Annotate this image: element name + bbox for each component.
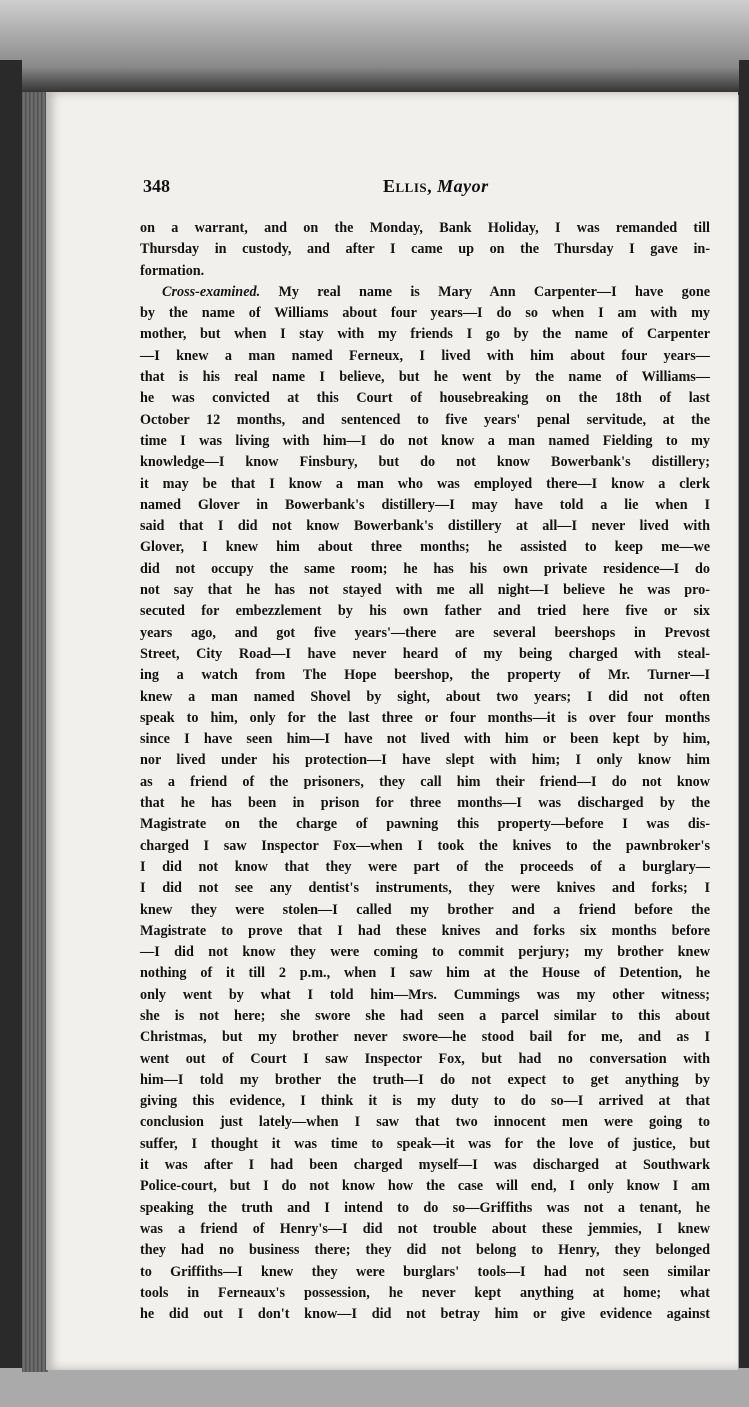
paragraph-1 [140, 218, 740, 282]
text-line: not say that he has not stayed with me all night—I believe he was pro- [140, 582, 710, 599]
text-line: Police-court, but I do not know how the case will end, I only know I am [140, 1178, 710, 1195]
text-line: it may be that I know a man who was employed there—I know a clerk [140, 475, 710, 492]
text-line: knowledge—I know Finsbury, but do not know Bowerbank's distillery; [140, 454, 710, 471]
text-line: Christmas, but my brother never swore—he stood bail for me, and as I [140, 1029, 710, 1046]
text-line: —I knew a man named Ferneux, I lived with him about four years— [140, 347, 710, 364]
text-line: to Griffiths—I knew they were burglars' tools—I had not seen similar [140, 1263, 710, 1280]
text-line: as a friend of the prisoners, they call him their friend—I do not know [140, 773, 710, 790]
scan-top-shadow [0, 0, 749, 95]
text-line: nor lived under his protection—I have slept with him; I only know him [140, 752, 710, 769]
scan-left-border [0, 60, 22, 1407]
text-line: it was after I had been charged myself—I was discharged at Southwark [140, 1157, 710, 1174]
text-line: she is not here; she swore she had seen a parcel similar to this about [140, 1007, 710, 1024]
text-line: that he has been in prison for three months—I was discharged by the [140, 795, 710, 812]
text-line: Thursday in custody, and after I came up on the Thursday I gave in- [140, 241, 710, 258]
text-line: I did not see any dentist's instruments, they were knives and forks; I [140, 880, 710, 897]
text-line: time I was living with him—I do not know a man named Fielding to my [140, 432, 710, 449]
text-run: My real name is Mary Ann Carpenter—I have gone [278, 283, 711, 300]
text-line: he was convicted at this Court of housebreaking on the 18th of last [140, 390, 710, 407]
text-line: charged I saw Inspector Fox—when I took the knives to the pawnbroker's [140, 837, 710, 854]
text-line: mother, but when I stay with my friends I go by the name of Carpenter [140, 326, 710, 343]
text-line: they had no business there; they did not belong to Henry, they belonged [140, 1242, 710, 1259]
running-head-title: Mayor [437, 176, 489, 196]
text-line: Magistrate to prove that I had these knives and forks six months before [140, 922, 710, 939]
running-head [383, 176, 489, 197]
text-line: speaking the truth and I intend to do so—Griffiths was not a tenant, he [140, 1199, 710, 1216]
text-line: that is his real name I believe, but he went by the name of Williams— [140, 369, 710, 386]
text-line: went out of Court I saw Inspector Fox, but had no conversation with [140, 1050, 710, 1067]
text-line: Glover, I knew him about three months; he assisted to keep me—we [140, 539, 710, 556]
text-line: did not occupy the same room; he has his own private residence—I do [140, 560, 710, 577]
text-line: Street, City Road—I have never heard of my being charged with steal- [140, 645, 710, 662]
text-line [140, 282, 710, 303]
text-line: only went by what I told him—Mrs. Cummings was my other witness; [140, 986, 710, 1003]
text-line: giving this evidence, I think it is my duty to do so—I arrived at that [140, 1093, 710, 1110]
text-line: suffer, I thought it was time to speak—it was for the love of justice, but [140, 1135, 710, 1152]
text-line: years ago, and got five years'—there are several beershops in Prevost [140, 624, 710, 641]
text-line: since I have seen him—I have not lived with him or been kept by him, [140, 731, 710, 748]
page-number: 348 [143, 176, 170, 196]
text-line: October 12 months, and sentenced to five years' penal servitude, at the [140, 411, 710, 428]
text-line: conclusion just lately—when I saw that two innocent men were going to [140, 1114, 710, 1131]
text-line: he did out I don't know—I did not betray him or give evidence against [140, 1306, 710, 1323]
page-header [143, 176, 723, 202]
paragraph-2 [140, 282, 740, 1326]
text-line: was a friend of Henry's—I did not trouble about these jemmies, I knew [140, 1220, 710, 1237]
text-line: knew they were stolen—I called my brother and a friend before the [140, 901, 710, 918]
text-line: —I did not know they were coming to commit perjury; my brother knew [140, 944, 710, 961]
text-line: tools in Ferneaux's possession, he never kept anything at home; what [140, 1284, 710, 1301]
cross-examined-label: Cross-examined. [162, 283, 261, 300]
scan-bottom-border [0, 1368, 749, 1407]
text-line: knew a man named Shovel by sight, about two years; I did not often [140, 688, 710, 705]
text-line: Magistrate on the charge of pawning this property—before I was dis- [140, 816, 710, 833]
page-body [140, 218, 740, 1325]
text-line: said that I did not know Bowerbank's distillery at all—I never lived with [140, 518, 710, 535]
text-line: named Glover in Bowerbank's distillery—I may have told a lie when I [140, 496, 710, 513]
text-line: him—I told my brother the truth—I do not expect to get anything by [140, 1071, 710, 1088]
text-line: formation. [140, 262, 205, 279]
text-line: nothing of it till 2 p.m., when I saw him at the House of Detention, he [140, 965, 710, 982]
text-line: on a warrant, and on the Monday, Bank Holiday, I was remanded till [140, 220, 710, 236]
text-line: secuted for embezzlement by his own father and tried here five or six [140, 603, 710, 620]
text-line: by the name of Williams about four years—I do so when I am with my [140, 305, 710, 322]
text-line: speak to him, only for the last three or four months—it is over four months [140, 709, 710, 726]
scan-right-border [739, 60, 749, 1407]
running-head-name: Ellis, [383, 176, 433, 196]
book-page-edges [22, 92, 48, 1372]
text-line: I did not know that they were part of the proceeds of a burglary— [140, 858, 710, 875]
text-line: ing a watch from The Hope beershop, the property of Mr. Turner—I [140, 667, 710, 684]
